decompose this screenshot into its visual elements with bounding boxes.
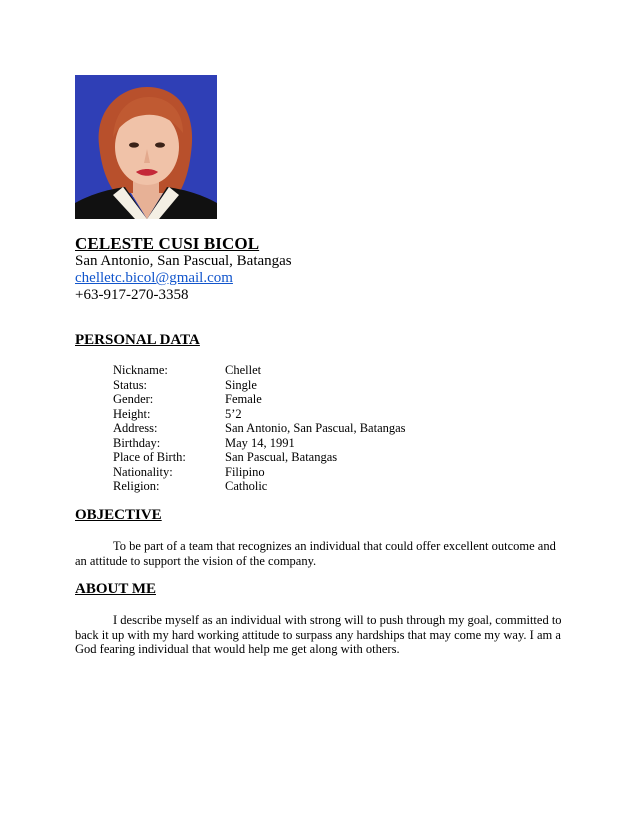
pd-label: Gender: <box>113 392 154 406</box>
pd-value: San Antonio, San Pascual, Batangas <box>225 421 406 435</box>
personal-data-row <box>113 450 406 465</box>
personal-data-row <box>113 392 406 407</box>
pd-label: Nickname: <box>113 363 168 377</box>
personal-data-row <box>113 436 406 451</box>
pd-value: Chellet <box>225 363 262 377</box>
section-title-objective: OBJECTIVE <box>75 507 162 523</box>
personal-data-row <box>113 407 406 422</box>
applicant-address: San Antonio, San Pascual, Batangas <box>75 253 292 269</box>
pd-label: Religion: <box>113 479 160 493</box>
pd-value: Catholic <box>225 479 268 493</box>
pd-value: Female <box>225 392 262 406</box>
pd-label: Address: <box>113 421 158 435</box>
phone-number: +63-917-270-3358 <box>75 287 189 303</box>
pd-label: Birthday: <box>113 435 161 450</box>
about-me-paragraph: I describe myself as an individual with strong will to push through my goal, committed to back it up with my hard working attitude to surpass any hardships that may come my way. I am a God fearing individual that would help me get along with others. <box>75 613 562 656</box>
section-title-about-me: ABOUT ME <box>75 581 156 597</box>
personal-data-row <box>113 421 406 436</box>
email-link[interactable]: chelletc.bicol@gmail.com <box>75 270 233 286</box>
applicant-name: CELESTE CUSI BICOL <box>75 234 260 253</box>
portrait-photo <box>75 75 217 219</box>
pd-value: May 14, 1991 <box>225 435 295 450</box>
pd-label: Status: <box>113 377 148 392</box>
personal-data-row <box>113 363 406 378</box>
personal-data-table <box>113 363 406 494</box>
objective-paragraph: To be part of a team that recognizes an individual that could offer excellent outcome and an attitude to support the vision of the company. <box>75 539 556 568</box>
pd-label: Place of Birth: <box>113 450 186 464</box>
personal-data-row <box>113 378 406 393</box>
pd-value: Filipino <box>225 464 265 479</box>
personal-data-row <box>113 479 406 494</box>
pd-value: 5’2 <box>225 406 242 421</box>
section-title-personal-data: PERSONAL DATA <box>75 332 200 348</box>
personal-data-row <box>113 465 406 480</box>
pd-label: Nationality: <box>113 464 173 479</box>
pd-value: San Pascual, Batangas <box>225 450 338 464</box>
portrait-photo-icon <box>75 75 217 219</box>
pd-value: Single <box>225 377 257 392</box>
pd-label: Height: <box>113 406 151 421</box>
